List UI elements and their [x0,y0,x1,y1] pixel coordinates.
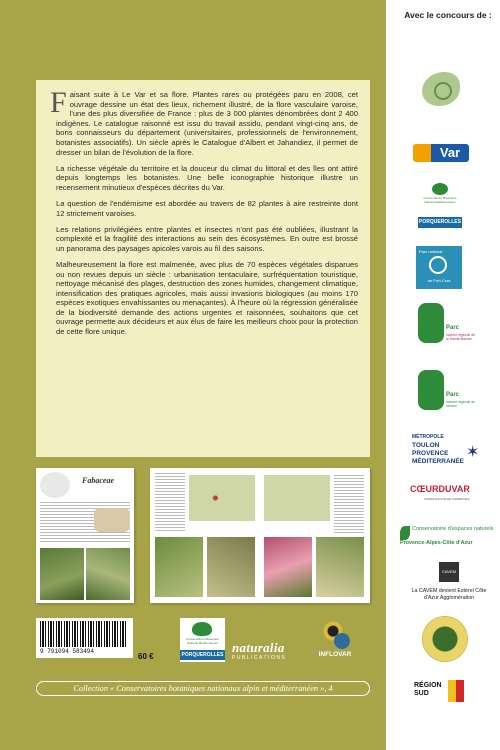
collection-banner: Collection « Conservatoires botaniques nationaux alpin et méditerranéen », 4 [36,681,370,696]
coeur-du-var-logo: CŒURDUVAR COMMUNAUTÉ DE COMMUNES [410,484,470,501]
thumb-map [94,508,130,532]
price: 60 € [138,652,154,661]
partners-title: Avec le concours de : [404,10,492,20]
blurb-box [36,80,370,457]
blurb-paragraph-4: Les relations privilégiées entre plantes et insectes n'ont pas été oubliées, illustrant la complexité et la fragilité des interactions au sein des écosystèmes. En outre est brossé un panorama des paysages apicoles varois au fil des saisons. [56,224,358,253]
thumb-heading: Fabaceae [82,476,114,485]
verdon-logo: Parc naturel régional du Verdon [418,370,474,424]
cen-leaf-icon [400,526,410,540]
barcode-number: 9 791094 583494 [40,648,95,655]
inflovar-flower-icon [334,633,350,649]
region-flag-icon [448,680,464,702]
blurb-paragraph-5: Malheureusement la flore est malmenée, avec plus de 70 espèces végétales disparues ou non revues depuis un siècle : urbanisation tentaculaire, surfréquentation touristique, nettoyage mécanisé des plages, destruction des zones humides, changement climatique, intensification des pratiques agricoles, mais aussi invasions biologiques (au moins 170 espèces exotiques envahissantes ou menaçantes). À l'heure où la régression généralisée de la biodiversité demande des actions urgentes et raisonnées, souhaitons que cet ouvrage permette aux décideurs et aux élus de faire les meilleurs choix pour la protection de cette flore unique. [56,259,358,337]
barcode [36,618,133,658]
blurb-paragraph-3: La question de l'endémisme est abordée au travers de 82 plantes à aire restreinte dont 12 strictement varoises. [56,198,358,218]
cen-paca-logo: Conservatoire d'espaces naturels Provence-Alpes-Côte d'Azur [400,526,494,546]
port-cros-logo: Parc national de Port-Cros [416,246,462,289]
star-icon: ✶ [466,444,480,461]
spread-map-1 [189,475,255,521]
sample-spread-right [150,468,370,603]
thumb-photo-1 [40,548,84,600]
spread-right-page [262,471,367,600]
spread-photo-3 [264,537,312,597]
cavem-logo: CAVEM La CAVEM devient Estérel Côte d'Azur Agglomération [404,562,494,610]
spread-photo-4 [316,537,364,597]
region-sud-logo: RÉGION SUD [414,680,480,714]
var-label: Var [431,144,469,162]
drop-cap: F [50,86,67,119]
sample-page-left [36,468,134,603]
spread-photo-1 [155,537,203,597]
spread-map-2 [264,475,330,521]
var-shape-icon [413,144,433,162]
spiral-icon [429,256,447,274]
barcode-bars [40,621,128,647]
sainte-baume-logo: Parc naturel régional de la Sainte-Baume [418,303,474,357]
var-logo [411,141,471,165]
round-seal-logo [422,616,468,662]
publisher-cbn-logo: Conservatoire Botanique National Méditerranéen PORQUEROLLES [180,618,225,662]
oak-leaf-logo [418,68,464,114]
blurb-paragraph-2: La richesse végétale du territoire et la douceur du climat du littoral et des îles ont attiré depuis longtemps les botanistes. Une belle iconographie historique illustre un recensement minutieux d'espèces décrites du Var. [56,163,358,192]
spread-left-page [153,471,258,600]
publisher-naturalia-logo: naturalia PUBLICATIONS [232,640,287,661]
thumb-flower-image [40,472,70,498]
thumb-photo-2 [86,548,130,600]
spread-photo-2 [207,537,255,597]
tpm-logo: MÉTROPOLE TOULON PROVENCE MÉDITERRANÉE ✶ [412,434,480,465]
blurb-paragraph-1: Faisant suite à Le Var et sa flore. Plantes rares ou protégées paru en 2008, cet ouvrage dessine un état des lieux, richement illustré, de la flore vasculaire varoise, l'une des plus diversifiée de France : plus de 3 000 plantes dénombrées dont 2 400 indigènes. Le catalogue raisonné est issu du travail assidu, pendant vingt-cinq ans, de bons connaisseurs du département (universitaires, professionnels de l'environnement, botanistes associatifs). Un siècle après le Catalogue d'Albert et Jahandiez, il permet de dresser un bilan de l'évolution de la flore. [50,86,358,157]
publisher-inflovar-logo: INFLOVAR [310,617,360,665]
cbn-leaf-icon [192,622,212,636]
cbn-porquerolles-logo: Conservatoire Botanique National Méditerranéen PORQUEROLLES [418,183,462,230]
